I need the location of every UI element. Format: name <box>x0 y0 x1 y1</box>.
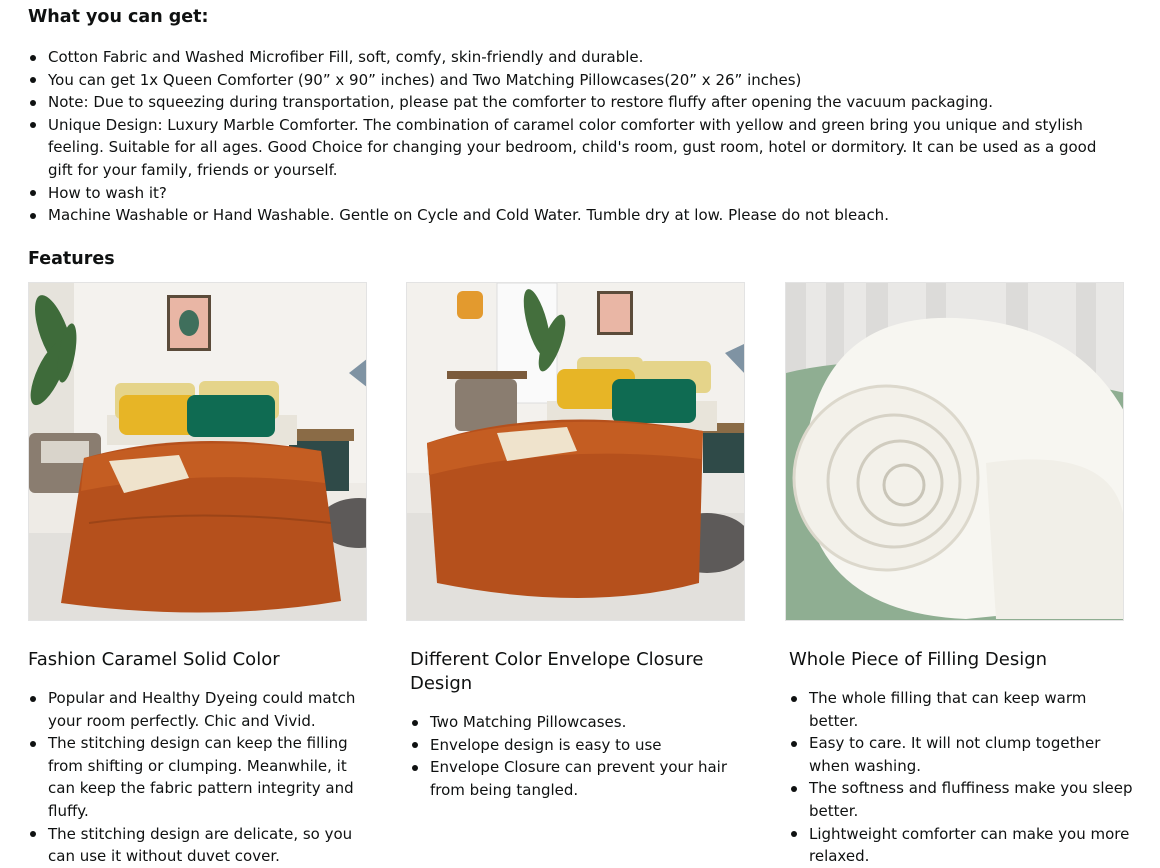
list-item: Cotton Fabric and Washed Microfiber Fill, soft, comfy, skin-friendly and durable. <box>28 46 1113 69</box>
list-item: Easy to care. It will not clump together when washing. <box>789 732 1134 777</box>
card-bullet-list <box>28 687 373 868</box>
list-item: Envelope Closure can prevent your hair from being tangled. <box>410 756 755 801</box>
list-item: Lightweight comforter can make you more relaxed. <box>789 823 1134 868</box>
what-you-can-get-heading: What you can get: <box>28 7 209 27</box>
list-item: The stitching design are delicate, so you can use it without duvet cover. <box>28 823 373 868</box>
card-bullet-list <box>410 711 755 801</box>
card-title: Different Color Envelope Closure Design <box>410 649 704 694</box>
list-item: How to wash it? <box>28 182 1113 205</box>
list-item: Unique Design: Luxury Marble Comforter. The combination of caramel color comforter with yellow and green bring you unique and stylish feeling. Suitable for all ages. Good Choice for changing your bedroom, child's room, gust room, hotel or dormitory. It can be used as a good gift for your family, friends or yourself. <box>28 114 1113 182</box>
list-item: The stitching design can keep the filling from shifting or clumping. Meanwhile, it can keep the fabric pattern integrity and fluffy. <box>28 732 373 822</box>
list-item: Envelope design is easy to use <box>410 734 755 757</box>
list-item: Note: Due to squeezing during transportation, please pat the comforter to restore fluffy after opening the vacuum packaging. <box>28 91 1113 114</box>
feature-card-filling <box>785 282 1133 866</box>
bedroom-caramel-comforter-photo <box>28 282 367 621</box>
list-item: The whole filling that can keep warm better. <box>789 687 1134 732</box>
card-title: Whole Piece of Filling Design <box>789 649 1048 670</box>
bedroom-envelope-closure-photo <box>406 282 745 621</box>
card-title: Fashion Caramel Solid Color <box>28 649 280 670</box>
list-item: Popular and Healthy Dyeing could match your room perfectly. Chic and Vivid. <box>28 687 373 732</box>
list-item: Machine Washable or Hand Washable. Gentle on Cycle and Cold Water. Tumble dry at low. Please do not bleach. <box>28 204 1113 227</box>
list-item: Two Matching Pillowcases. <box>410 711 755 734</box>
card-bullet-list <box>789 687 1134 868</box>
what-you-can-get-list <box>28 46 1113 227</box>
list-item: You can get 1x Queen Comforter (90” x 90” inches) and Two Matching Pillowcases(20” x 26” inches) <box>28 69 1113 92</box>
list-item: The softness and fluffiness make you sleep better. <box>789 777 1134 822</box>
rolled-white-filling-photo <box>785 282 1124 621</box>
feature-card-caramel <box>28 282 370 866</box>
features-heading: Features <box>28 249 115 269</box>
feature-card-envelope <box>406 282 748 799</box>
